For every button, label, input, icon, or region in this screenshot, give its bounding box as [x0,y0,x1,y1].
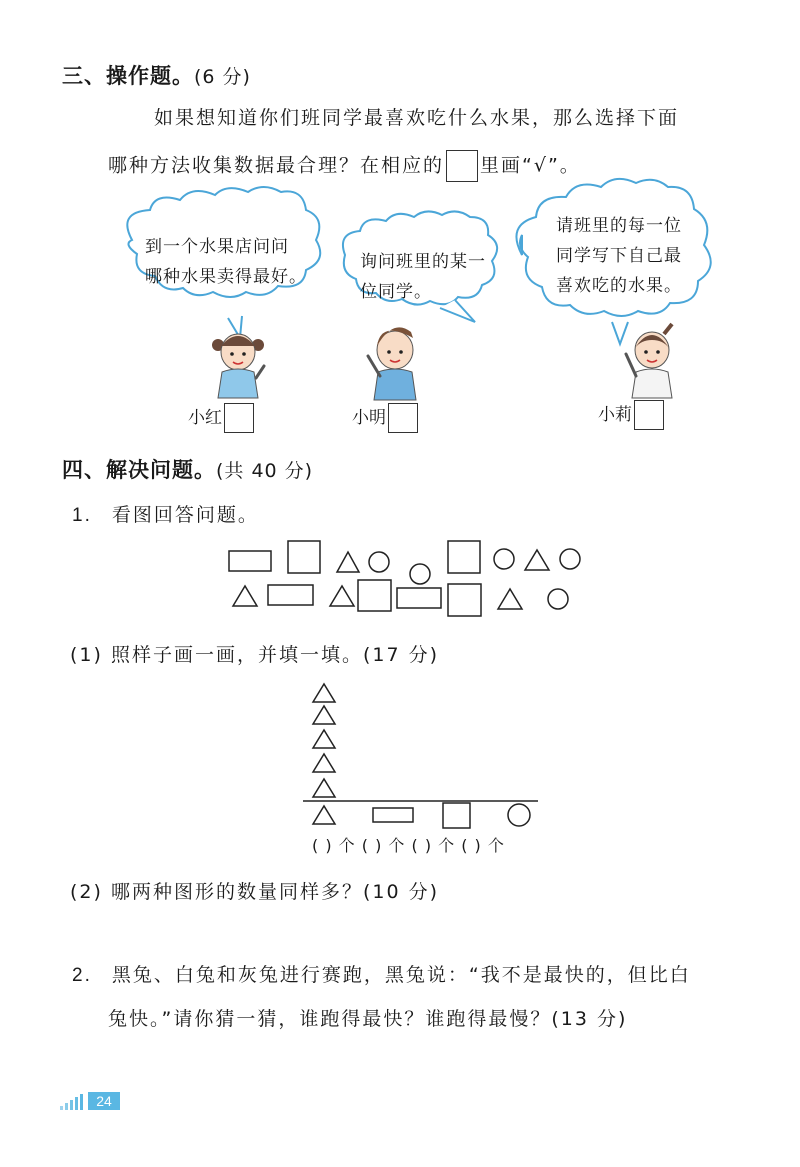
q1-prompt: 1. 看图回答问题。 [72,504,259,526]
q2-line1: 2. 黑兔、白兔和灰兔进行赛跑，黑兔说：“我不是最快的，但比白 [72,964,691,986]
section3-points: (6 分) [194,66,251,88]
section3-question-line2: 哪种方法收集数据最合理？在相应的 里画“√”。 [108,150,581,182]
cloud-text-xiaoli: 请班里的每一位 同学写下自己最 喜欢吃的水果。 [556,216,682,296]
option-xiaohong: 小红 [188,403,254,433]
section4-title: 四、解决问题。(共 40 分) [62,458,314,482]
section3-title: 三、操作题。(6 分) [62,64,251,88]
option-xiaoming: 小明 [352,403,418,433]
cloud-text-xiaohong: 到一个水果店问问 哪种水果卖得最好。 [145,237,307,287]
q2-line2: 兔快。”请你猜一猜，谁跑得最快？谁跑得最慢？(13 分) [108,1008,628,1030]
q1-sub2: (2) 哪两种图形的数量同样多？(10 分) [70,881,439,903]
cloud-text-xiaoming: 询问班里的某一 位同学。 [360,252,486,302]
count-blanks[interactable]: ( ) 个 ( ) 个 ( ) 个 ( ) 个 [312,836,505,855]
section3-question-line1: 如果想知道你们班同学最喜欢吃什么水果，那么选择下面 [154,107,680,129]
option-xiaoli: 小莉 [598,400,664,430]
section4-points: (共 40 分) [216,460,314,482]
page-number: 24 [88,1092,120,1110]
q1-sub1: (1) 照样子画一画，并填一填。(17 分) [70,644,439,666]
